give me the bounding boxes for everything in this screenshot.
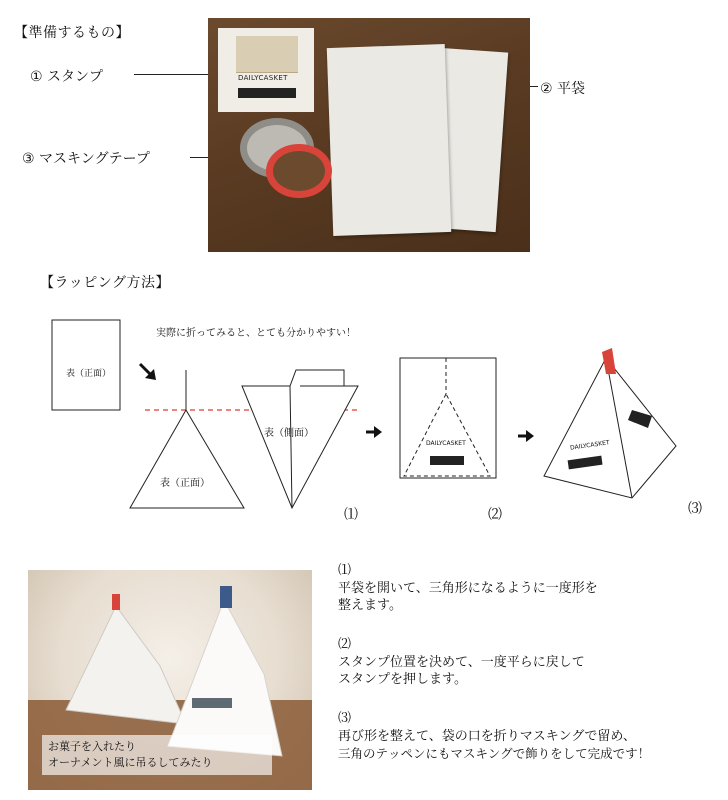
triangle-front-label: 表（正面）	[160, 478, 210, 489]
photo-caption-box	[42, 735, 272, 775]
materials-photo	[208, 18, 530, 252]
arrow-down-right-icon	[140, 364, 156, 380]
diagram-step-3: ⑶	[688, 501, 702, 517]
label-tape: ③ マスキングテープ	[22, 151, 150, 167]
stamp-brand-text: DAILYCASKET	[238, 74, 288, 82]
stamp-black-block	[238, 88, 296, 98]
step-3-num: ⑶	[338, 711, 352, 726]
triangle-front	[130, 410, 244, 508]
step-2-num: ⑵	[338, 637, 352, 652]
photo-caption-line-2: オーナメント風に吊るしてみたり	[48, 756, 213, 769]
label-stamp: ① スタンプ	[30, 69, 104, 85]
step-2-line-1: スタンプ位置を決めて、一度平らに戻して	[338, 655, 585, 670]
step-3-line-2: 三角のテッペンにもマスキングで飾りをして完成です！	[338, 746, 651, 761]
flat-bag-rect	[52, 320, 120, 410]
section-heading-wrapping: 【ラッピング方法】	[40, 275, 170, 291]
step-1-num: ⑴	[338, 563, 352, 578]
step-1-line-1: 平袋を開いて、三角形になるように一度形を	[338, 581, 598, 596]
label-bag: ② 平袋	[540, 81, 586, 97]
wrapping-diagram	[0, 300, 728, 530]
diagram-step-1: ⑴	[344, 507, 358, 523]
tape-roll-red	[266, 144, 332, 198]
bag-photo-front	[327, 44, 451, 236]
triangle-side	[242, 370, 358, 508]
step-1-line-2: 整えます。	[338, 598, 402, 613]
diagram-step-2: ⑵	[488, 507, 502, 523]
diagram-stamp-brand-3: DAILYCASKET	[569, 439, 611, 452]
triangle-side-label: 表（側面）	[264, 428, 314, 439]
diagram-stamp-brand-2: DAILYCASKET	[426, 440, 466, 447]
diagram-note: 実際に折ってみると、とても分かりやすい！	[156, 328, 356, 339]
photo-caption-line-1: お菓子を入れたり	[48, 740, 136, 753]
stamp-handle	[236, 36, 298, 73]
arrow-right-icon	[518, 430, 534, 442]
flat-bag-label: 表（正面）	[66, 369, 112, 379]
arrow-right-icon	[366, 426, 382, 438]
stamp-mark-2	[430, 456, 464, 465]
step-3-line-1: 再び形を整えて、袋の口を折りマスキングで留め、	[338, 729, 636, 744]
section-heading-materials: 【準備するもの】	[14, 25, 130, 41]
finished-photo	[28, 570, 312, 790]
step-2-line-2: スタンプを押します。	[338, 672, 467, 687]
stamp-photo	[218, 28, 314, 112]
